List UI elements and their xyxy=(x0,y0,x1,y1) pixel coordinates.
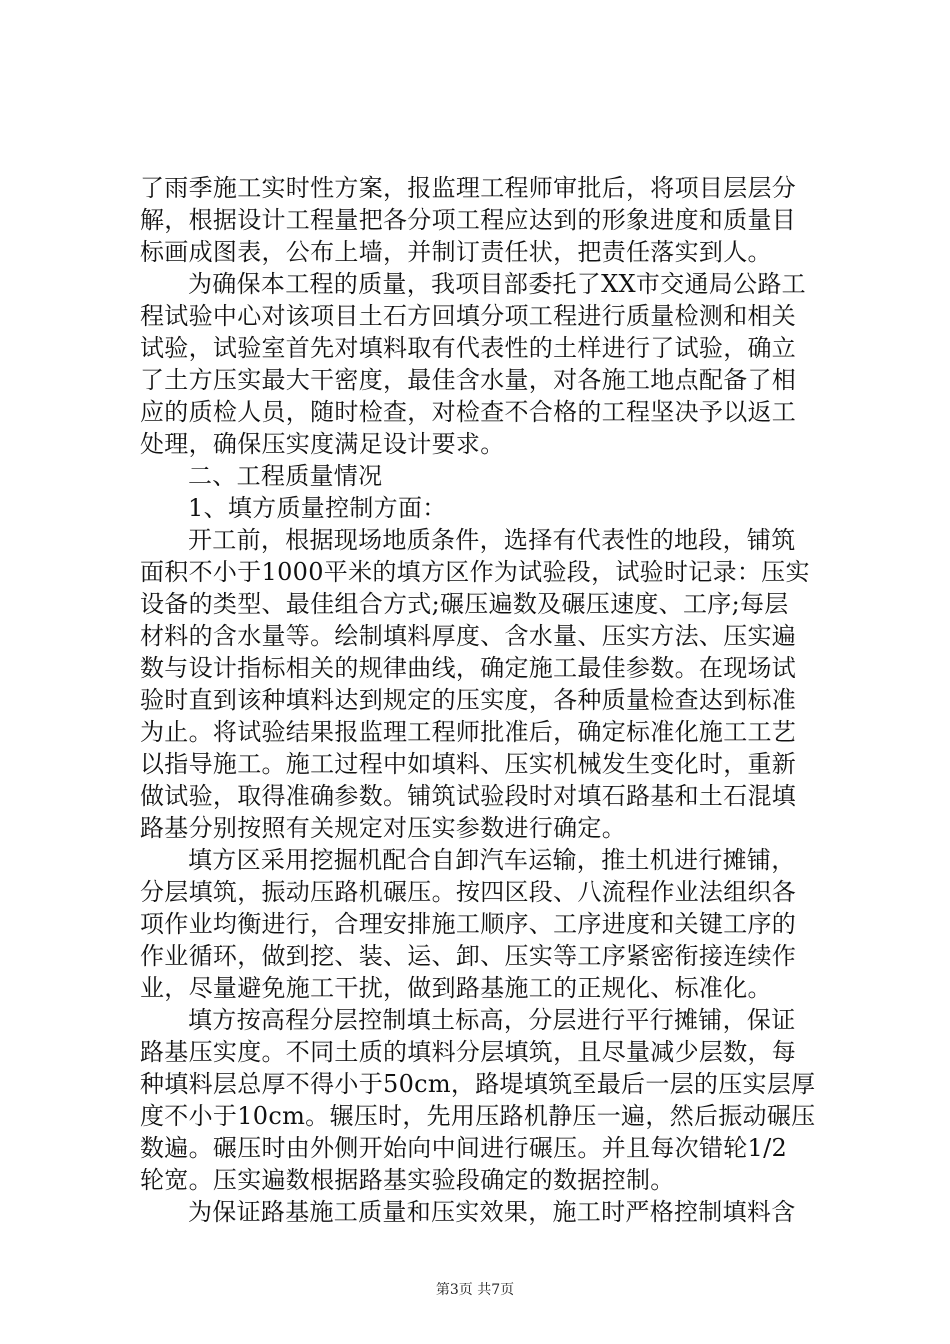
text-line: 为止。将试验结果报监理工程师批准后，确定标准化施工工艺 xyxy=(140,718,797,746)
text-line: 了雨季施工实时性方案，报监理工程师审批后，将项目层层分 xyxy=(140,174,797,202)
text-line: 数与设计指标相关的规律曲线，确定施工最佳参数。在现场试 xyxy=(140,654,797,682)
paragraph-first-line: 填方按高程分层控制填土标高，分层进行平行摊铺，保证 xyxy=(188,1006,796,1034)
text-line: 做试验，取得准确参数。铺筑试验段时对填石路基和土石混填 xyxy=(140,782,797,810)
text-line: 标画成图表，公布上墙，并制订责任状，把责任落实到人。 xyxy=(140,238,772,266)
text-line: 数遍。碾压时由外侧开始向中间进行碾压。并且每次错轮1/2 xyxy=(140,1134,788,1162)
text-line: 面积不小于1000平米的填方区作为试验段，试验时记录：压实 xyxy=(140,558,810,586)
text-line: 业，尽量避免施工干扰，做到路基施工的正规化、标准化。 xyxy=(140,974,772,1002)
text-line: 度不小于10cm。辗压时，先用压路机静压一遍，然后振动碾压 xyxy=(140,1102,816,1130)
text-line: 试验，试验室首先对填料取有代表性的土样进行了试验，确立 xyxy=(140,334,797,362)
paragraph-first-line: 为保证路基施工质量和压实效果，施工时严格控制填料含 xyxy=(188,1198,796,1226)
text-line: 设备的类型、最佳组合方式;碾压遍数及碾压速度、工序;每层 xyxy=(140,590,789,618)
text-line: 项作业均衡进行，合理安排施工顺序、工序进度和关键工序的 xyxy=(140,910,797,938)
subsection-heading: 1、填方质量控制方面： xyxy=(188,494,447,522)
section-heading: 二、工程质量情况 xyxy=(188,462,383,490)
paragraph-first-line: 填方区采用挖掘机配合自卸汽车运输，推土机进行摊铺， xyxy=(188,846,796,874)
text-line: 应的质检人员，随时检查，对检查不合格的工程坚决予以返工 xyxy=(140,398,797,426)
document-body xyxy=(140,172,832,1228)
text-line: 轮宽。压实遍数根据路基实验段确定的数据控制。 xyxy=(140,1166,675,1194)
text-line: 以指导施工。施工过程中如填料、压实机械发生变化时，重新 xyxy=(140,750,797,778)
text-line: 处理，确保压实度满足设计要求。 xyxy=(140,430,505,458)
text-line: 解，根据设计工程量把各分项工程应达到的形象进度和质量目 xyxy=(140,206,797,234)
text-line: 程试验中心对该项目土石方回填分项工程进行质量检测和相关 xyxy=(140,302,797,330)
text-line: 种填料层总厚不得小于50cm，路堤填筑至最后一层的压实层厚 xyxy=(140,1070,816,1098)
page-number-footer: 第3页 共7页 xyxy=(435,1282,515,1298)
paragraph-first-line: 为确保本工程的质量，我项目部委托了XX市交通局公路工 xyxy=(188,270,806,298)
text-line: 验时直到该种填料达到规定的压实度，各种质量检查达到标准 xyxy=(140,686,797,714)
text-line: 材料的含水量等。绘制填料厚度、含水量、压实方法、压实遍 xyxy=(140,622,797,650)
paragraph-first-line: 开工前，根据现场地质条件，选择有代表性的地段，铺筑 xyxy=(188,526,796,554)
text-line: 作业循环，做到挖、装、运、卸、压实等工序紧密衔接连续作 xyxy=(140,942,797,970)
text-line: 了土方压实最大干密度，最佳含水量，对各施工地点配备了相 xyxy=(140,366,797,394)
text-line: 路基分别按照有关规定对压实参数进行确定。 xyxy=(140,814,626,842)
text-line: 路基压实度。不同土质的填料分层填筑，且尽量减少层数，每 xyxy=(140,1038,797,1066)
text-line: 分层填筑，振动压路机碾压。按四区段、八流程作业法组织各 xyxy=(140,878,797,906)
